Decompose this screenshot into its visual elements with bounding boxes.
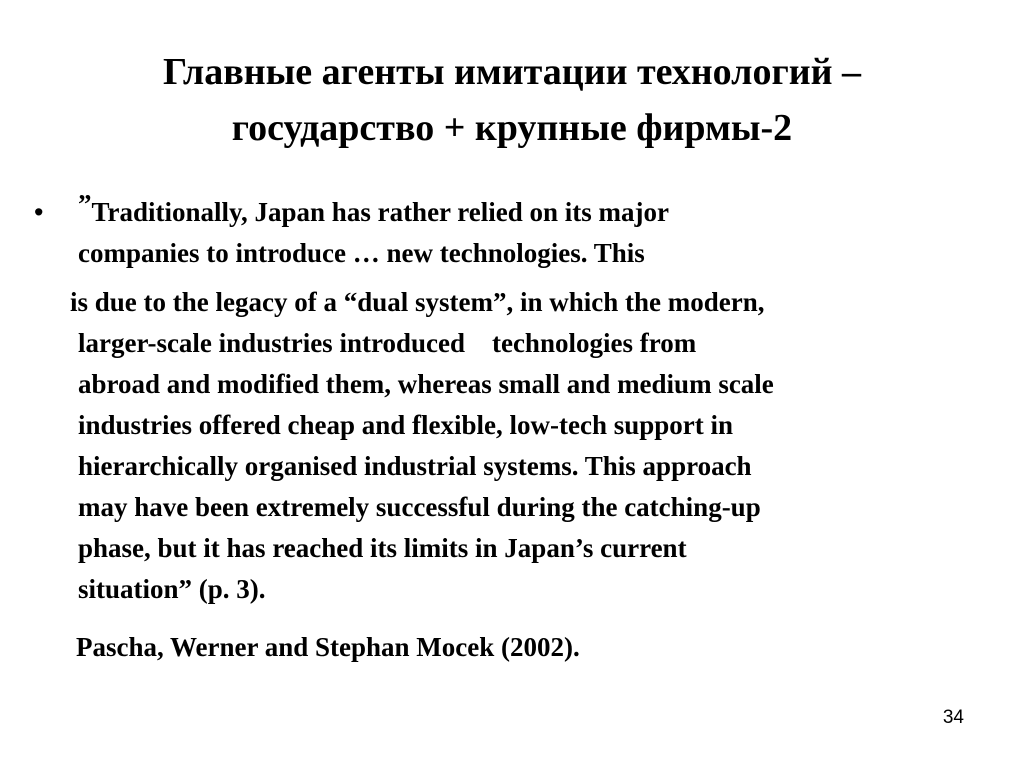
quote-main-line-1: is due to the legacy of a “dual system”, in which the modern, (70, 287, 765, 317)
quote-intro-line-1 (78, 189, 670, 233)
open-quote-mark: ” (78, 189, 92, 219)
quote-main (70, 282, 774, 610)
bullet-icon: • (34, 197, 44, 227)
slide-title (40, 44, 984, 156)
quote-main-line-4: industries offered cheap and flexible, low-tech support in (78, 410, 734, 440)
slide-title-line-1: Главные агенты имитации технологий – (162, 51, 862, 93)
quote-intro (78, 189, 670, 274)
page-number: 34 (942, 707, 964, 728)
quote-main-line-2: larger-scale industries introduced technologies from (78, 328, 697, 358)
citation: Pascha, Werner and Stephan Mocek (2002). (76, 632, 580, 662)
quote-main-line-5: hierarchically organised industrial systems. This approach (78, 451, 752, 481)
quote-main-line-3: abroad and modified them, whereas small and medium scale (78, 369, 774, 399)
quote-main-line-8: situation” (p. 3). (78, 574, 266, 604)
quote-intro-text-1: Traditionally, Japan has rather relied on its major (91, 197, 670, 227)
slide-title-line-2: государство + крупные фирмы-2 (231, 107, 793, 149)
quote-intro-line-2: companies to introduce … new technologies. This (78, 238, 645, 268)
quote-main-line-6: may have been extremely successful during the catching-up (78, 492, 761, 522)
quote-main-line-7: phase, but it has reached its limits in Japan’s current (78, 533, 687, 563)
